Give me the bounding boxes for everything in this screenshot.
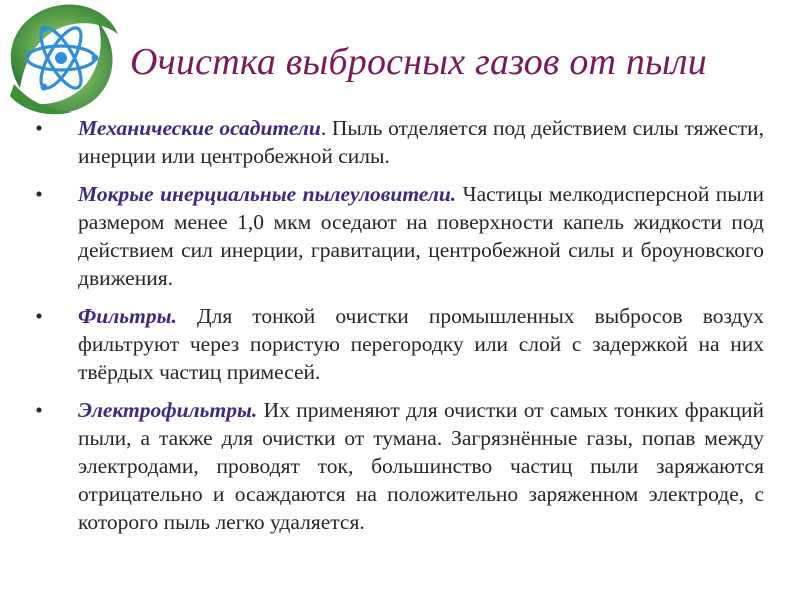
slide-title: Очистка выбросных газов от пыли (130, 41, 707, 83)
list-item (32, 302, 764, 386)
atom-icon (0, 0, 122, 118)
bullet-text: Для тонкой очистки промышленных выбросов воздух фильтруют через пористую перегородку или слой с задержкой на них твёрдых частиц примесей. (78, 304, 764, 384)
list-item (32, 180, 764, 292)
bullet-icon: • (35, 304, 43, 328)
bullet-icon: • (35, 116, 43, 140)
bullet-term: Фильтры. (78, 304, 177, 328)
logo (0, 0, 122, 118)
bullet-term: Мокрые инерциальные пылеуловители. (78, 182, 457, 206)
bullet-text: Частицы мелкодисперсной пыли размером менее 1,0 мкм оседают на поверхности капель жидкости под действием сил инерции, гравитации, центробежной силы и броуновского движения. (78, 182, 764, 290)
bullet-icon: • (35, 182, 43, 206)
bullet-text: Их применяют для очистки от самых тонких фракций пыли, а также для очистки от тумана. Загрязнённые газы, попав между электродами, проводят ток, большинство частиц пыли заряжаются отрицательно и осаждаются на положительно заряженном электроде, с которого пыль легко удаляется. (78, 398, 764, 534)
list-item (32, 114, 764, 170)
bullet-icon: • (35, 398, 43, 422)
bullet-text: . Пыль отделяется под действием силы тяжести, инерции или центробежной силы. (78, 116, 764, 168)
bullet-list (32, 114, 764, 546)
bullet-term: Электрофильтры. (78, 398, 258, 422)
bullet-term: Механические осадители (78, 116, 321, 140)
list-item (32, 396, 764, 536)
